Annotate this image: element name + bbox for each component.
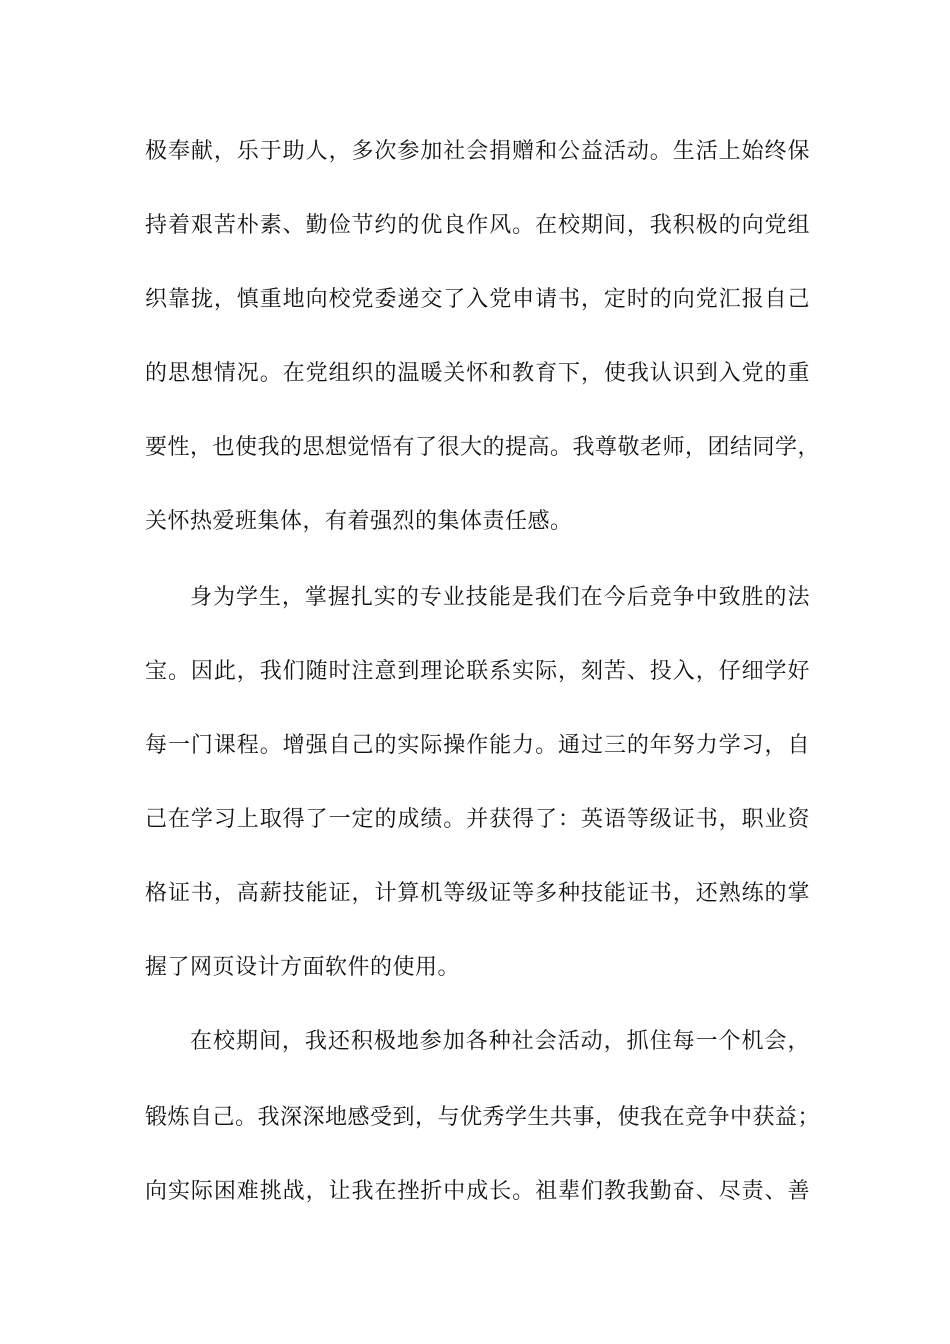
text-line: 极奉献，乐于助人，多次参加社会捐赠和公益活动。生活上始终保: [145, 139, 810, 164]
text-line: 持着艰苦朴素、勤俭节约的优良作风。在校期间，我积极的向党组: [145, 213, 810, 238]
text-line: 己在学习上取得了一定的成绩。并获得了：英语等级证书，职业资: [145, 807, 810, 832]
text-line: 关怀热爱班集体，有着强烈的集体责任感。: [145, 509, 573, 534]
text-line: 锻炼自己。我深深地感受到，与优秀学生共事，使我在竞争中获益；: [145, 1105, 821, 1130]
text-line: 格证书，高薪技能证，计算机等级证等多种技能证书，还熟练的掌: [145, 881, 810, 906]
text-line: 握了网页设计方面软件的使用。: [145, 955, 461, 980]
text-line: 的思想情况。在党组织的温暖关怀和教育下，使我认识到入党的重: [145, 361, 810, 386]
text-line: 在校期间，我还积极地参加各种社会活动，抓住每一个机会，: [190, 1029, 810, 1054]
text-line: 每一门课程。增强自己的实际操作能力。通过三的年努力学习，自: [145, 733, 810, 758]
text-line: 向实际困难挑战，让我在挫折中成长。祖辈们教我勤奋、尽责、善: [145, 1179, 810, 1204]
text-line: 要性，也使我的思想觉悟有了很大的提高。我尊敬老师，团结同学，: [145, 435, 821, 460]
text-line: 身为学生，掌握扎实的专业技能是我们在今后竞争中致胜的法: [190, 585, 810, 610]
text-line: 宝。因此，我们随时注意到理论联系实际，刻苦、投入，仔细学好: [145, 659, 810, 684]
text-line: 织靠拢，慎重地向校党委递交了入党申请书，定时的向党汇报自己: [145, 287, 810, 312]
